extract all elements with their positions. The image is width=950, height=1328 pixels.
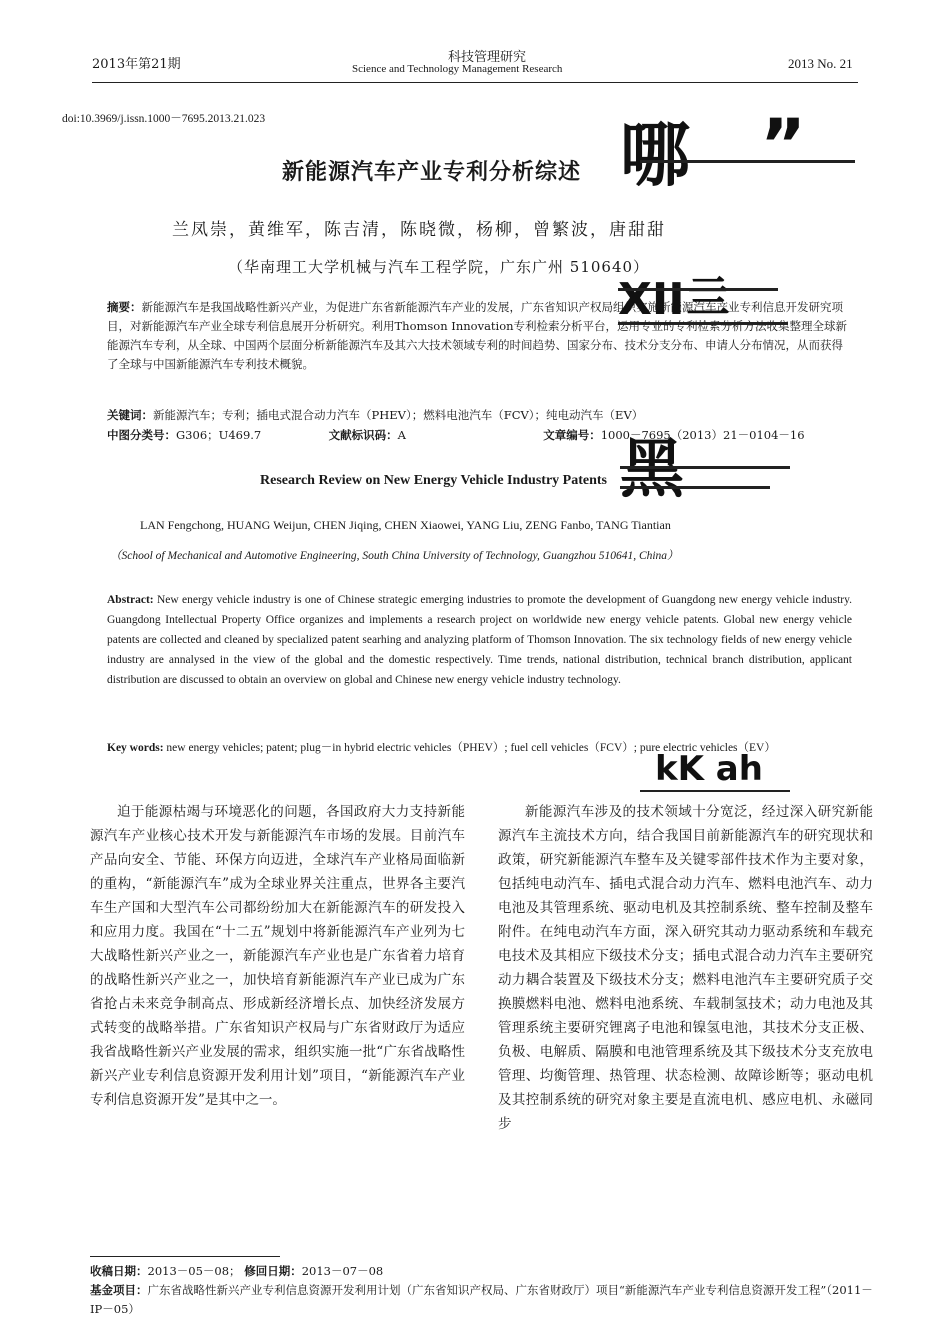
- footnote-rule: [90, 1256, 280, 1257]
- journal-issue-en: 2013 No. 21: [788, 56, 853, 71]
- abstract-en-text: New energy vehicle industry is one of Chinese strategic emerging industries to promote the development of Guangdong new energy vehicle industry. Guangdong Intellectual Property Office organizes and implements a research project on worldwide new energy vehicle patents. Global new energy vehicle patents are collected and cleaned by specialized patent searhing and analyzing platform of Thomson Innovation. The six technology fields of new energy vehicle industry are annalysed in the view of the global and the domestic respectively. Time trends, national distribution, technical branch distribution, applicant distribution are discussed to obtain an overview on global and Chinese new energy vehicle industry technology.: [107, 594, 853, 686]
- paper-title-en: Research Review on New Energy Vehicle Industry Patents: [260, 473, 607, 488]
- fund-line: [90, 1281, 880, 1319]
- body-column-left: 迫于能源枯竭与环境恶化的问题，各国政府大力支持新能源汽车产业核心技术开发与新能源汽车市场的发展。目前汽车产品向安全、节能、环保方向迈进，全球汽车产业格局面临新的重构，“新能源汽车”成为全球业界关注重点，世界各主要汽车生产国和大型汽车公司都纷纷加大在新能源汽车的研发投入和应用力度。我国在“十二五”规划中将新能源汽车产业列为七大战略性新兴产业之一，新能源汽车产业也是广东省着力培育的战略性新兴产业之一，加快培育新能源汽车产业已成为广东省抢占未来竞争制高点、形成新经济增长点、加快经济发展方式转变的战略举措。广东省知识产权局与广东省财政厅为适应我省战略性新兴产业发展的需求，组织实施一批“广东省战略性新兴产业专利信息资源开发利用计划”项目，“新能源汽车产业专利信息资源开发”是其中之一。: [90, 804, 465, 1108]
- overlay-rule-1: [640, 160, 855, 163]
- overlay-rule-3: [618, 322, 788, 325]
- dates-line: 收稿日期：2013－05－08； 修回日期：2013－07－08: [90, 1264, 384, 1278]
- abstract-en-label: Abstract:: [107, 594, 154, 606]
- abstract-en: [107, 590, 852, 690]
- abstract-cn-label: 摘要：: [107, 300, 142, 314]
- overlay-glyph-2: ”: [760, 104, 807, 186]
- received-date: 2013－05－08: [147, 1264, 230, 1278]
- overlay-rule-6: [640, 790, 790, 792]
- overlay-glyph-3: XII: [618, 274, 685, 325]
- keywords-en-label: Key words:: [107, 742, 164, 754]
- overlay-glyph-5: 黑: [620, 433, 678, 507]
- authors-cn: 兰凤崇，黄维军，陈吉清，陈晓微，杨柳，曾繁波，唐甜甜: [172, 220, 666, 240]
- article-no-value: 1000－7695（2013）21－0104－16: [600, 428, 805, 442]
- fund-label: 基金项目：: [90, 1283, 148, 1297]
- article-no-label: 文章编号：: [543, 428, 601, 442]
- doc-code-value: A: [397, 428, 406, 442]
- revised-label: 修回日期：: [244, 1264, 302, 1278]
- doc-code-label: 文献标识码：: [328, 428, 398, 442]
- clc-value: G306；U469.7: [176, 428, 262, 442]
- header-rule: [92, 82, 858, 83]
- overlay-glyph-4: 亖: [686, 272, 730, 323]
- authors-en: LAN Fengchong, HUANG Weijun, CHEN Jiqing, CHEN Xiaowei, YANG Liu, ZENG Fanbo, TANG Tiantian: [140, 518, 671, 532]
- fund-text: 广东省战略性新兴产业专利信息资源开发利用计划（广东省知识产权局、广东省财政厅）项目“新能源汽车产业专利信息资源开发工程”（2011－IP－05）: [90, 1283, 873, 1316]
- journal-name-en: Science and Technology Management Research: [352, 63, 563, 75]
- affiliation-en: （School of Mechanical and Automotive Engineering, South China University of Technology, Guangzhou 510641, China）: [110, 550, 679, 562]
- overlay-glyph-1: 哪: [620, 114, 690, 196]
- keywords-en-text: new energy vehicles; patent; plug－in hybrid electric vehicles（PHEV）; fuel cell vehicles（FCV）; pure electric vehicles（EV）: [166, 742, 776, 754]
- clc-label: 中图分类号：: [107, 428, 176, 442]
- overlay-rule-5: [620, 486, 770, 489]
- keywords-cn: [107, 406, 852, 425]
- classification-line: [107, 426, 852, 445]
- keywords-cn-text: 新能源汽车；专利；插电式混合动力汽车（PHEV）；燃料电池汽车（FCV）；纯电动汽车（EV）: [153, 408, 644, 422]
- journal-name-cn: 科技管理研究: [448, 50, 527, 65]
- overlay-glyph-6: kK ah: [655, 749, 763, 789]
- abstract-cn-text: 新能源汽车是我国战略性新兴产业，为促进广东省新能源汽车产业的发展，广东省知识产权局组织实施新能源汽车产业专利信息开发研究项目，对新能源汽车产业全球专利信息展开分析研究。利用Thomson Innovation专利检索分析平台，运用专业的专利检索分析方法收集整理全球新能源汽车专利，从全球、中国两个层面分析新能源汽车及其六大技术领域专利的时间趋势、国家分布、技术分支分布、申请人分布情况，从而获得了全球与中国新能源汽车专利技术概貌。: [107, 300, 848, 371]
- keywords-cn-label: 关键词：: [107, 408, 153, 422]
- affiliation-cn: （华南理工大学机械与汽车工程学院，广东广州 510640）: [228, 258, 650, 276]
- doi: doi:10.3969/j.issn.1000－7695.2013.21.023: [62, 113, 266, 125]
- abstract-cn: [107, 298, 852, 374]
- body-column-right: 新能源汽车涉及的技术领域十分宽泛，经过深入研究新能源汽车主流技术方向，结合我国目前新能源汽车的研究现状和政策，研究新能源汽车整车及关键零部件技术作为主要对象，包括纯电动汽车、插电式混合动力汽车、燃料电池汽车、动力电池及其管理系统、驱动电机及其控制系统、整车控制及整车附件。在纯电动汽车方面，深入研究其动力驱动系统和车载充电技术及其相应下级技术分支；插电式混合动力汽车主要研究动力耦合装置及下级技术分支；燃料电池汽车主要研究质子交换膜燃料电池、燃料电池系统、车载制氢技术；动力电池及其管理系统主要研究锂离子电池和镍氢电池，其技术分支正极、负极、电解质、隔膜和电池管理系统及其下级技术分支充放电管理、均衡管理、热管理、状态检测、故障诊断等；驱动电机及其控制系统的研究对象主要是直流电机、感应电机、永磁同步: [498, 804, 873, 1132]
- received-label: 收稿日期：: [90, 1264, 148, 1278]
- journal-issue: 2013年第21期: [92, 57, 181, 72]
- paper-title-cn: 新能源汽车产业专利分析综述: [282, 159, 582, 185]
- overlay-rule-4: [620, 466, 790, 469]
- revised-date: 2013－07－08: [301, 1264, 384, 1278]
- overlay-rule-2: [618, 288, 778, 291]
